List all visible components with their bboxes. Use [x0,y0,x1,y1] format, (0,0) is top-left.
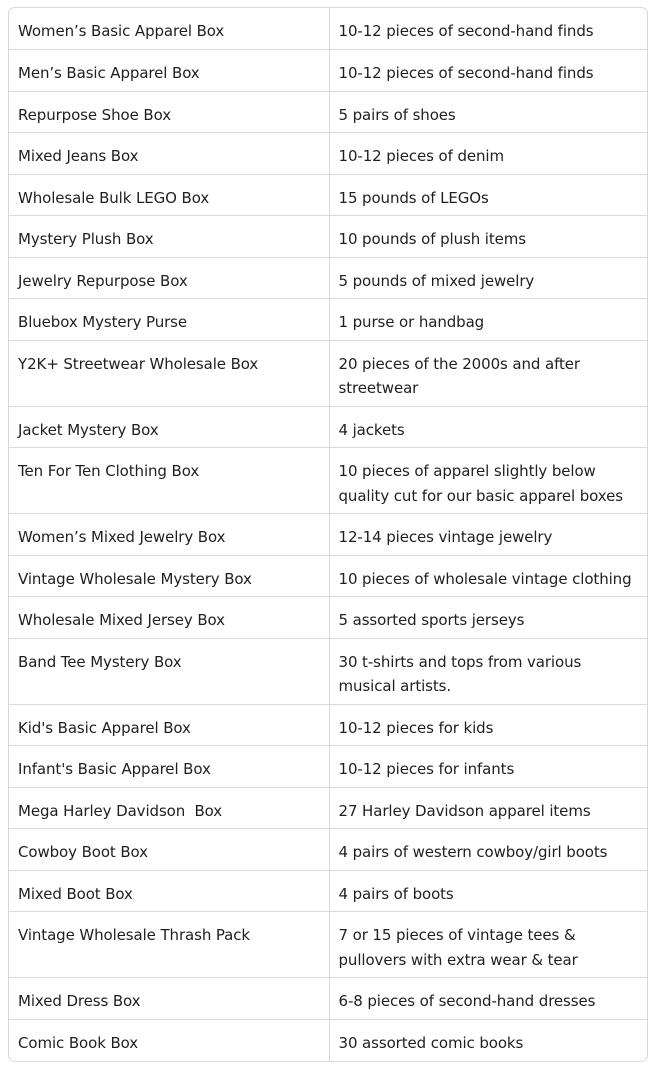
table-row [9,299,647,341]
mystery-box-table-container [8,7,648,1062]
box-contents-cell: 5 pounds of mixed jewelry [329,257,647,299]
box-contents-cell: 10 pieces of wholesale vintage clothing [329,555,647,597]
box-name-cell: Mixed Jeans Box [9,133,329,175]
table-row [9,829,647,871]
box-name-cell: Repurpose Shoe Box [9,91,329,133]
box-name-cell: Vintage Wholesale Thrash Pack [9,912,329,978]
table-row [9,746,647,788]
box-name-cell: Mystery Plush Box [9,216,329,258]
table-row [9,8,647,50]
box-name-cell: Wholesale Mixed Jersey Box [9,597,329,639]
box-name-cell: Jacket Mystery Box [9,406,329,448]
box-contents-cell: 7 or 15 pieces of vintage tees & pullovers with extra wear & tear [329,912,647,978]
box-name-cell: Vintage Wholesale Mystery Box [9,555,329,597]
box-contents-cell: 1 purse or handbag [329,299,647,341]
box-contents-cell: 20 pieces of the 2000s and after streetwear [329,340,647,406]
table-row [9,1019,647,1061]
box-contents-cell: 10-12 pieces for infants [329,746,647,788]
table-row [9,704,647,746]
table-row [9,912,647,978]
box-name-cell: Y2K+ Streetwear Wholesale Box [9,340,329,406]
table-row [9,340,647,406]
table-row [9,448,647,514]
box-name-cell: Bluebox Mystery Purse [9,299,329,341]
box-contents-cell: 27 Harley Davidson apparel items [329,787,647,829]
box-contents-cell: 15 pounds of LEGOs [329,174,647,216]
table-row [9,555,647,597]
box-name-cell: Women’s Mixed Jewelry Box [9,514,329,556]
box-name-cell: Women’s Basic Apparel Box [9,8,329,50]
box-name-cell: Comic Book Box [9,1019,329,1061]
table-row [9,978,647,1020]
box-name-cell: Mega Harley Davidson Box [9,787,329,829]
table-row [9,406,647,448]
box-contents-cell: 10-12 pieces of denim [329,133,647,175]
box-name-cell: Jewelry Repurpose Box [9,257,329,299]
box-contents-cell: 10 pieces of apparel slightly below quality cut for our basic apparel boxes [329,448,647,514]
box-contents-cell: 4 pairs of western cowboy/girl boots [329,829,647,871]
box-contents-cell: 10 pounds of plush items [329,216,647,258]
table-row [9,638,647,704]
box-name-cell: Cowboy Boot Box [9,829,329,871]
box-name-cell: Mixed Boot Box [9,870,329,912]
table-row [9,787,647,829]
box-name-cell: Kid's Basic Apparel Box [9,704,329,746]
table-row [9,133,647,175]
box-contents-cell: 4 jackets [329,406,647,448]
box-name-cell: Infant's Basic Apparel Box [9,746,329,788]
box-contents-cell: 6-8 pieces of second-hand dresses [329,978,647,1020]
box-name-cell: Wholesale Bulk LEGO Box [9,174,329,216]
table-row [9,514,647,556]
box-contents-cell: 10-12 pieces for kids [329,704,647,746]
box-contents-cell: 10-12 pieces of second-hand finds [329,8,647,50]
box-name-cell: Band Tee Mystery Box [9,638,329,704]
box-contents-cell: 10-12 pieces of second-hand finds [329,50,647,92]
table-row [9,216,647,258]
box-contents-cell: 30 t-shirts and tops from various musical artists. [329,638,647,704]
box-name-cell: Men’s Basic Apparel Box [9,50,329,92]
box-contents-cell: 5 pairs of shoes [329,91,647,133]
table-row [9,174,647,216]
box-contents-cell: 12-14 pieces vintage jewelry [329,514,647,556]
table-row [9,597,647,639]
table-row [9,870,647,912]
box-name-cell: Ten For Ten Clothing Box [9,448,329,514]
table-row [9,91,647,133]
box-contents-cell: 5 assorted sports jerseys [329,597,647,639]
table-row [9,50,647,92]
box-name-cell: Mixed Dress Box [9,978,329,1020]
box-contents-cell: 4 pairs of boots [329,870,647,912]
mystery-box-table [9,8,647,1061]
table-row [9,257,647,299]
box-contents-cell: 30 assorted comic books [338,1033,524,1052]
